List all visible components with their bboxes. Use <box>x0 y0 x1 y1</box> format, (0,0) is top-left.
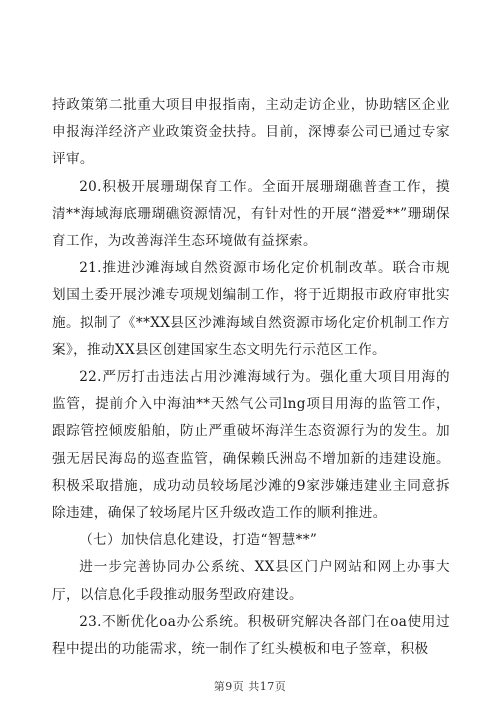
paragraph-continuation: 持政策第二批重大项目申报指南，主动走访企业，协助辖区企业申报海洋经济产业政策资金扶持。目前，深博泰公司已通过专家评审。 <box>52 97 450 168</box>
section-heading-7: （七）加快信息化建设，打造“智慧**” <box>79 532 318 549</box>
paragraph-section-intro: 进一步完善协同办公系统、XX县区门户网站和网上办事大厅，以信息化手段推动服务型政府建设。 <box>52 559 450 603</box>
paragraph-item-20: 20.积极开展珊瑚保育工作。全面开展珊瑚礁普查工作，摸清**海域海底珊瑚礁资源情况，有针对性的开展“潜爱**”珊瑚保育工作，为改善海洋生态环境做有益探索。 <box>52 178 450 250</box>
paragraph-item-23: 23.不断优化oa办公系统。积极研究解决各部门在oa使用过程中提出的功能需求，统一制作了红头模板和电子签章，积极 <box>52 613 450 658</box>
page-footer: 第9页 共17页 <box>213 680 287 693</box>
document-body <box>52 92 450 663</box>
paragraph-item-21: 21.推进沙滩海域自然资源市场化定价机制改革。联合市规划国土委开展沙滩专项规划编制工作，将于近期报市政府审批实施。拟制了《**XX县区沙滩海域自然资源市场化定价机制工作方案》，推动XX县区创建国家生态文明先行示范区工作。 <box>52 260 450 358</box>
paragraph-item-22: 22.严厉打击违法占用沙滩海域行为。强化重大项目用海的监管，提前介入中海油**天然气公司lng项目用海的监管工作，跟踪管控倾废船舶，防止严重破坏海洋生态资源行为的发生。加强无居民海岛的巡查监管，确保赖氏洲岛不增加新的违建设施。积极采取措施，成功动员较场尾沙滩的9家涉嫌违建业主同意拆除违建，确保了较场尾片区升级改造工作的顺利推进。 <box>52 369 450 522</box>
